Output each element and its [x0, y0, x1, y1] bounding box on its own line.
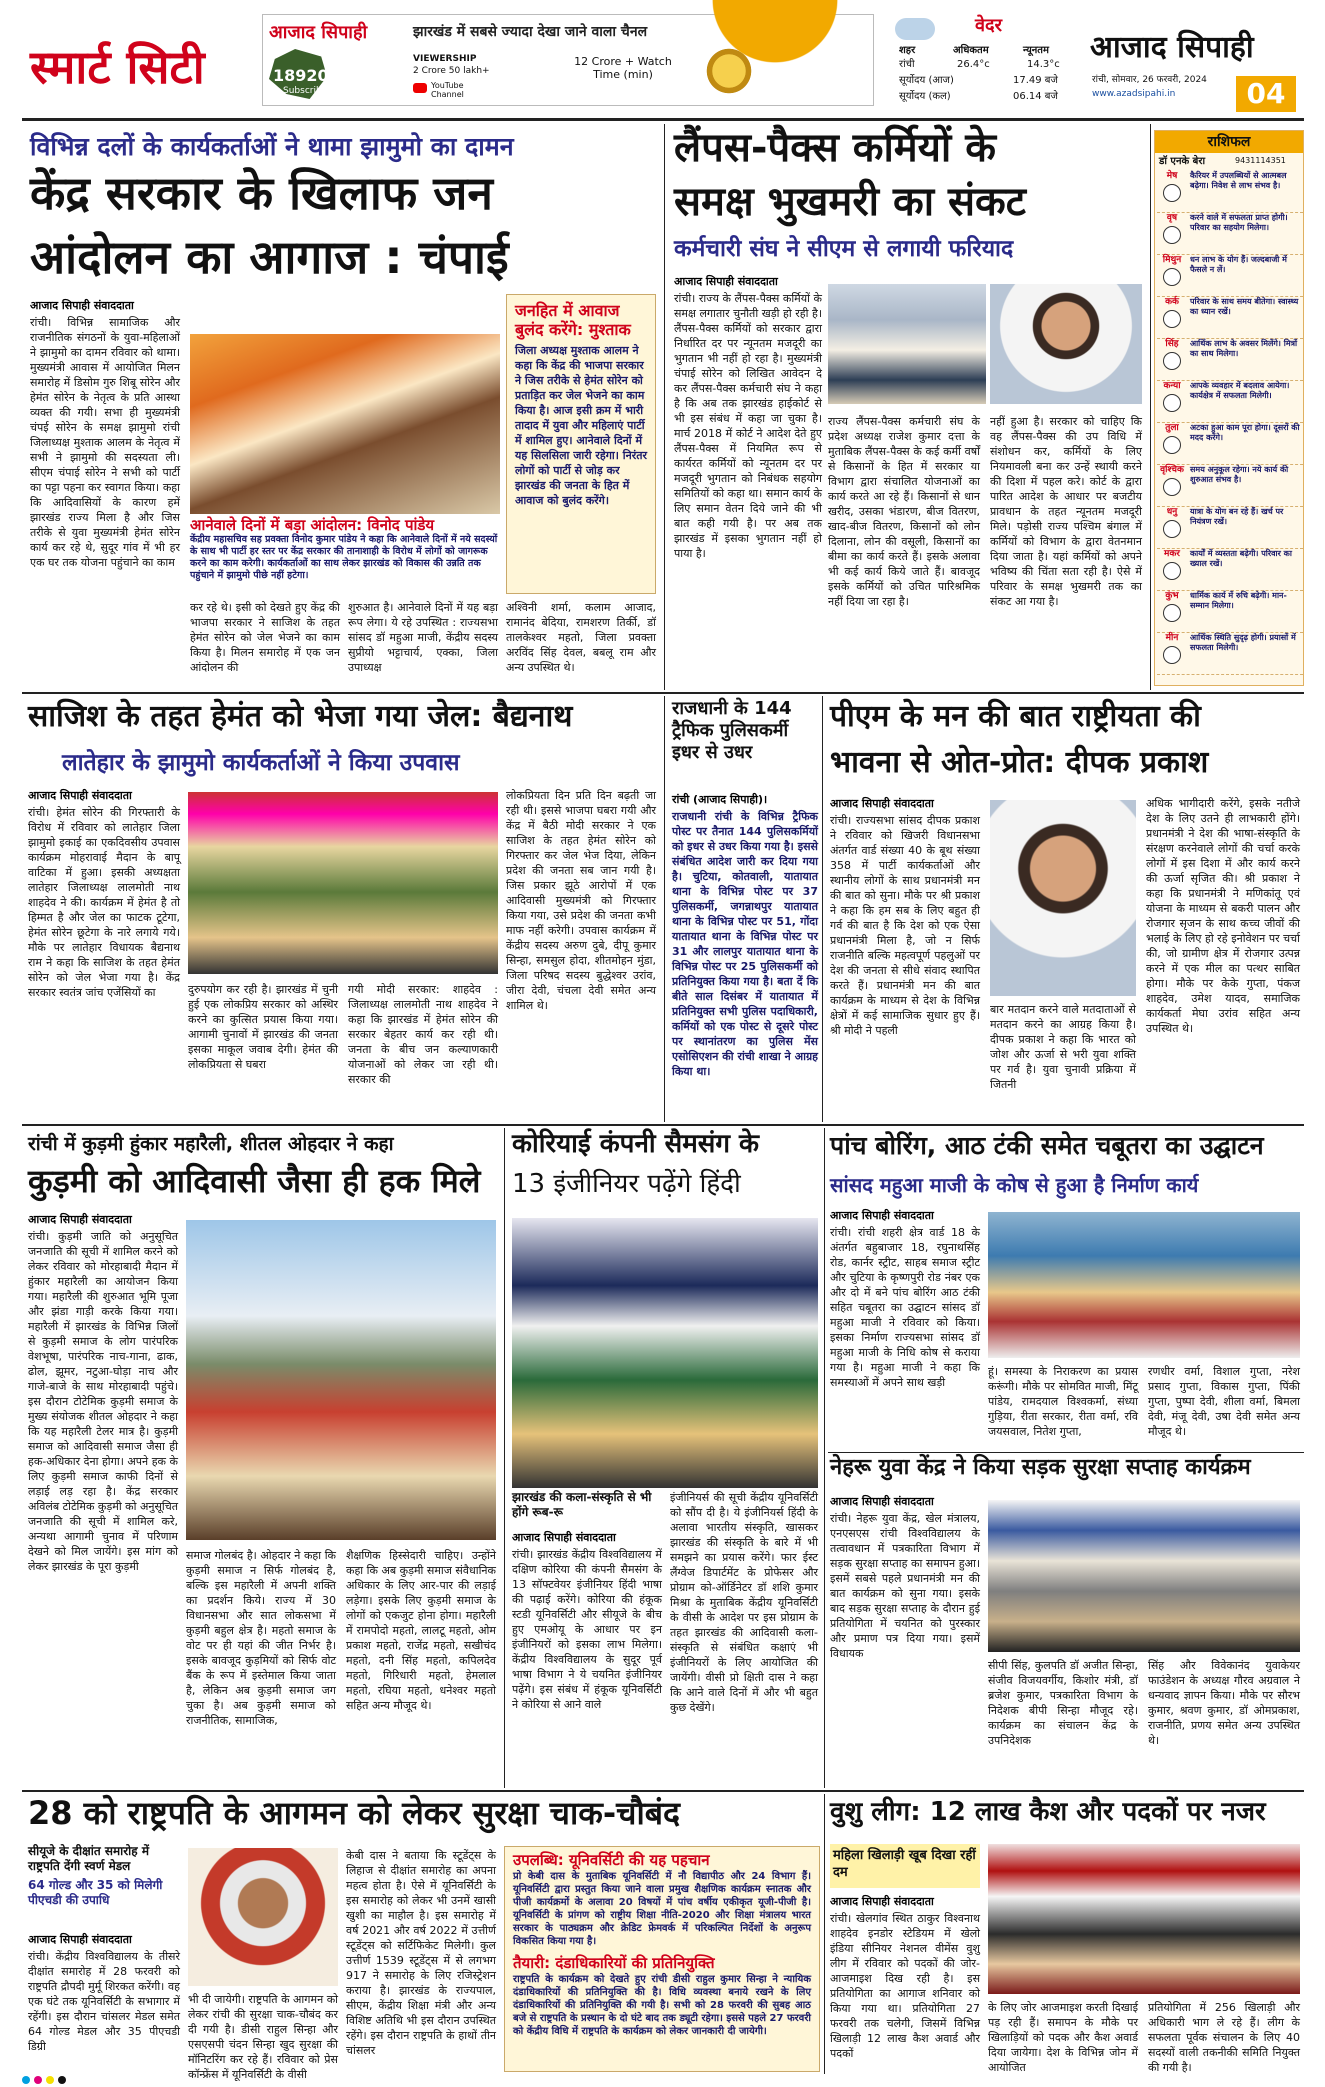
vertical-divider-rashifal: [1150, 124, 1151, 690]
story-column-3: प्रतियोगिता में 256 खिलाड़ी और अधिकारी भाग ले रहे हैं। लीग के सफलता पूर्वक संचालन के लिए 40 सदस्यों वाली तकनीकी समिति नियुक्त की गयी है।: [1148, 2001, 1300, 2074]
story-headline-line1: पीएम के मन की बात राष्ट्रीयता की: [830, 699, 1201, 734]
story-kicker: रांची में कुड़मी हुंकार महारैली, शीतल ओहदार ने कहा: [28, 1133, 394, 1155]
photo-caption-box: [190, 516, 500, 594]
story-headline: 28 को राष्ट्रपति के आगमन को लेकर सुरक्षा चाक-चौबंद: [28, 1794, 680, 1832]
story-headline: नेहरू युवा केंद्र ने किया सड़क सुरक्षा सप्ताह कार्यक्रम: [830, 1455, 1251, 1480]
rashifal-item: [1157, 549, 1303, 591]
story-photo: [988, 1500, 1300, 1652]
weather-city: रांची: [899, 59, 915, 70]
rashifal-item: [1157, 213, 1303, 255]
story-text: रांची। हेमंत सोरेन की गिरफ्तारी के विरोध में रविवार को लातेहार जिला झामुमो इकाई का एकदिवसीय उपवास कार्यक्रम मोहरावाई मैदान के बापू वाटिका में हुआ। इसकी अध्यक्षता लातेहार जिलाध्यक्ष लालमोती नाथ शाहदेव ने की। कार्यक्रम में हेमंत है तो हिम्मत है और जेल का फाटक टूटेगा, हेमंत सोरेन छूटेगा के नारे लगाये गये। मौके पर लातेहार विधायक बैद्यनाथ राम ने कहा कि साजिश के तहत हेमंत सोरेन को जेल भेजा गया है। केंद्र सरकार स्वतंत्र जांच एजेंसियों का: [28, 806, 180, 999]
photo-caption-title: आनेवाले दिनों में बड़ा आंदोलन: विनोद पांडेय: [190, 516, 435, 534]
zodiac-sign-icon: [1163, 310, 1181, 328]
website: www.azadsipahi.in: [1092, 89, 1176, 99]
story-column-1: [830, 796, 980, 1120]
rashifal-sign-text: धन लाभ के योग हैं। जल्दबाजी में फैसले न लें।: [1190, 255, 1287, 274]
dateline: रांची, सोमवार, 26 फरवरी, 2024: [1092, 75, 1207, 85]
story-subhead: सांसद महुआ माजी के कोष से हुआ है निर्माण कार्य: [830, 1173, 1199, 1197]
row-divider-4: [22, 1790, 1304, 1792]
story-traffic: [668, 696, 820, 1122]
rashifal-sign-text: यात्रा के योग बन रहे हैं। खर्च पर नियंत्रण रखें।: [1190, 507, 1284, 526]
story-photo: [512, 1218, 818, 1488]
photo-caption: झारखंड की कला-संस्कृति से भी होंगे रूब-रू: [512, 1490, 652, 1519]
story-byline: आजाद सिपाही संवाददाता: [512, 1531, 616, 1544]
story-column-1: [674, 274, 822, 688]
story-text: रांची। रांची शहरी क्षेत्र वार्ड 18 के अंतर्गत बहुबाजार 18, रघुनाथसिंह रोड, कार्नर स्ट्रीट, साहब समाज स्ट्रीट और चुटिया के कृष्णपुरी रोड नंबर एक और दो में बने पांच बोरिंग आठ टंकी सहित चबूतरा का उद्घाटन सांसद डॉ महुआ माजी ने रविवार को किया। इसका निर्माण राज्यसभा सांसद डॉ महुआ माजी के निधि कोष से कराया गया है। महुआ माजी ने कहा कि समस्याओं में अपने साथ खड़ी: [830, 1226, 980, 1389]
youtube-icon: [413, 83, 427, 93]
sidebar-box: [506, 294, 656, 594]
sidebar-text: जिला अध्यक्ष मुश्ताक आलम ने कहा कि केंद्र की भाजपा सरकार ने जिस तरीके से हेमंत सोरेन को प्रताड़ित कर जेल भेजने का काम किया है। आज इसी क्रम में भारी तादाद में युवा और महिलाएं पार्टी में शामिल हुए। आनेवाले दिनों में यह सिलसिला जारी रहेगा। निरंतर लोगों को पार्टी से जोड़ कर झारखंड की जनता के हित में आवाज को बुलंद करेंगे।: [515, 344, 648, 507]
story-column-1: [830, 1894, 980, 2072]
rashifal-list: [1157, 171, 1303, 675]
story-column-3: रणधीर वर्मा, विशाल गुप्ता, नरेश प्रसाद गुप्ता, विकास गुप्ता, पिंकी गुप्ता, पुष्पा देवी, शीला वर्मा, बिमला देवी, मंजू देवी, उषा देवी समेत अन्य मौजूद थे।: [1148, 1365, 1300, 1438]
rashifal-sign-name: मिथुन: [1162, 255, 1182, 265]
story-column-3: शैक्षणिक हिस्सेदारी चाहिए। उन्होंने कहा कि अब कुड़मी समाज संवैधानिक अधिकार के लिए आर-पार की लड़ाई लड़ेगा। इसके लिए कुड़मी समाज के लोगों को एकजुट होना होगा। महारैली में रामपोदो महतो, लालटू महतो, ओम प्रकाश महतो, राजेंद्र महतो, सखीचंद महतो, दनी सिंह महतो, कपिलदेव महतो, गिरिधारी महतो, हेमलाल महतो, रघिया महतो, धनेश्वर महतो सहित अन्य मौजूद थे।: [346, 1549, 496, 1712]
story-text: रांची। केंद्रीय विश्वविद्यालय के तीसरे दीक्षांत समारोह में 28 फरवरी को राष्ट्रपति द्रौपदी मुर्मू शिरकत करेंगी। वह एक घंटे तक यूनिवर्सिटी के सभागार में रहेंगी। इस दौरान चांसलर मेडल समेत 64 गोल्ड मेडल और 35 पीएचडी डिग्री: [28, 1950, 180, 2053]
story-column-3: शुरुआत है। आनेवाले दिनों में यह बड़ा रूप लेगा। ये रहे उपस्थित : राज्यसभा सांसद डॉ महुआ माजी, केंद्रीय सदस्य सुप्रीयो भट्टाचार्य, एक्का, जिला उपाध्यक्ष: [348, 601, 498, 674]
promo-brand: आजाद सिपाही: [269, 22, 368, 43]
preparation-title: तैयारी: दंडाधिकारियों की प्रतिनियुक्ति: [513, 1954, 715, 1972]
rashifal-sign-text: करने वाले में सफलता प्राप्त होगी। परिवार का सहयोग मिलेगा।: [1190, 213, 1288, 232]
vertical-divider-mid2: [822, 696, 823, 1122]
weather-col-min: न्यूनतम: [1023, 45, 1049, 56]
story-boring: [828, 1128, 1304, 1450]
story-column-1: [30, 298, 180, 688]
rashifal-sign-name: वृष: [1166, 213, 1178, 223]
story-wushu: [828, 1794, 1304, 2074]
rashifal-item: [1157, 423, 1303, 465]
rashifal-phone: 9431114351: [1235, 156, 1286, 165]
story-headline: राजधानी के 144 ट्रैफिक पुलिसकर्मी इधर से उधर: [672, 698, 792, 763]
zodiac-sign-icon: [1163, 436, 1181, 454]
rashifal-sign-text: आर्थिक लाभ के अवसर मिलेंगे। मित्रों का साथ मिलेगा।: [1190, 339, 1298, 358]
sunrise-time: 17.49 बजे: [1013, 75, 1058, 86]
rashifal-sign-name: वृश्चिक: [1160, 465, 1184, 475]
zodiac-sign-icon: [1163, 478, 1181, 496]
story-headline-line2: आंदोलन का आगाज : चंपाई: [30, 230, 509, 284]
story-column-3: गयी मोदी सरकार: शाहदेव : जिलाध्यक्ष लालमोती नाथ शाहदेव ने कहा कि झारखंड में हेमंत सोरेन की सरकार बेहतर कार्य कर रही थी। जनता के बीच जन कल्याणकारी योजनाओं को लेकर जा रही थी। सरकार की: [348, 983, 498, 1086]
story-byline: आजाद सिपाही संवाददाता: [830, 1495, 934, 1508]
story-headline: कुड़मी को आदिवासी जैसा ही हक मिले: [28, 1162, 481, 1200]
story-subhead: लातेहार के झामुमो कार्यकर्ताओं ने किया उपवास: [62, 750, 460, 776]
achievement-box: [504, 1846, 820, 2072]
vertical-divider-top: [664, 124, 665, 690]
story-photo: [186, 1220, 496, 1540]
rashifal-sign-name: कन्या: [1163, 381, 1181, 391]
page-number: 04: [1236, 76, 1296, 112]
story-column-1: [28, 1932, 180, 2072]
zodiac-sign-icon: [1163, 394, 1181, 412]
section-title: स्मार्ट सिटी: [30, 40, 205, 94]
story-column-1: [830, 1208, 980, 1448]
rashifal-item: [1157, 633, 1303, 675]
rashifal-sign-name: मेष: [1166, 171, 1178, 181]
viewership-value: 2 Crore 50 lakh+: [413, 66, 490, 76]
rashifal-sign-name: धनु: [1166, 507, 1178, 517]
rashifal-sign-text: कैरियर में उपलब्धियों से आत्मबल बढ़ेगा। निवेश से लाभ संभव है।: [1190, 171, 1287, 190]
subscribers-count: 189200: [273, 66, 340, 85]
story-column-2: सीपी सिंह, कुलपति डॉ अजीत सिन्हा, संजीव विजयवर्गीय, किशोर मंत्री, डॉ ब्रजेश कुमार, पत्रकारिता विभाग के निदेशक बीपी सिन्हा मौजूद रहे। कार्यक्रम का संचालन केंद्र के उपनिदेशक: [988, 1659, 1138, 1747]
story-column-3: केबी दास ने बताया कि स्टूडेंट्स के लिहाज से दीक्षांत समारोह का अपना महत्व होता है। ऐसे में यूनिवर्सिटी के इस समारोह को लेकर भी उनमें खासी खुशी का माहौल है। इस समारोह में वर्ष 2021 और वर्ष 2022 में उत्तीर्ण स्टूडेंट्स को सर्टिफिकेट मिलेगी। कुल उत्तीर्ण 1539 स्टूडेंट्स में से लगभग 917 ने समारोह के लिए रजिस्ट्रेशन कराया है। झारखंड के राज्यपाल, सीएम, केंद्रीय शिक्षा मंत्री और अन्य विशिष्ट अतिथि भी इस दौरान उपस्थित रहेंगे। इस दौरान राष्ट्रपति के हाथों तीन चांसलर: [346, 1849, 496, 2057]
achievement-text: प्रो केबी दास के मुताबिक यूनिवर्सिटी में नौ विद्यापीठ और 24 विभाग हैं। यूनिवर्सिटी द्वारा प्रस्तुत किया जाने वाला प्रमुख शैक्षणिक कार्यक्रम स्नातक और पीजी कार्यक्रमों के अलावा 20 विषयों में पांच वर्षीय एकीकृत यूजी-पीजी है। यूनिवर्सिटी के प्रांगण को राष्ट्रीय शिक्षा नीति-2020 और शिक्षा मंत्रालय भारत सरकार के पाठ्यक्रम और क्रेडिट फ्रेमवर्क में परिकल्पित निर्देशों के अनुरूप विकसित किया गया है।: [513, 1871, 811, 1947]
story-text: रांची। नेहरू युवा केंद्र, खेल मंत्रालय, एनएसएस रांची विश्वविद्यालय के तत्वावधान में पत्रकारिता विभाग में सड़क सुरक्षा सप्ताह का समापन हुआ। इसमें सबसे पहले प्रधानमंत्री मन की बात कार्यक्रम को सुना गया। इसके बाद सड़क सुरक्षा सप्ताह के दौरान हुई प्रतियोगिता में चयनित को पुरस्कार और प्रमाण पत्र दिया गया। इसमें विधायक: [830, 1512, 980, 1660]
rashifal-sign-text: धार्मिक कार्य में रुचि बढ़ेगी। मान-सम्मान मिलेगा।: [1190, 591, 1287, 610]
vertical-divider-bottom3: [824, 1794, 825, 2074]
zodiac-sign-icon: [1163, 226, 1181, 244]
story-byline: आजाद सिपाही संवाददाता: [28, 1933, 132, 1946]
masthead: आजाद सिपाही: [1090, 30, 1254, 65]
story-body: [672, 792, 818, 1120]
row-divider-2: [22, 1124, 1304, 1126]
story-column-2: हूं। समस्या के निराकरण का प्रयास करूंगी। मौके पर सोमवित माजी, मिंटू पांडेय, रामदयाल विश्वकर्मा, संध्या गुड़िया, रीता सरकार, रीता वर्मा, रवि जयसवाल, नितेश गुप्ता,: [988, 1365, 1138, 1438]
zodiac-sign-icon: [1163, 352, 1181, 370]
viewership-label: VIEWERSHIP: [413, 54, 477, 64]
story-samsung: [508, 1128, 822, 1788]
story-headline-line1: केंद्र सरकार के खिलाफ जन: [30, 166, 493, 220]
story-headline: वुशु लीग: 12 लाख कैश और पदकों पर नजर: [830, 1797, 1266, 1827]
story-column-2: इंजीनियर्स की सूची केंद्रीय यूनिवर्सिटी को सौंप दी है। ये इंजीनियर्स हिंदी के अलावा भारतीय संस्कृति, खासकर झारखंड की संस्कृति के बारे में भी समझने का प्रयास करेंगे। फार ईस्ट लैंग्वेज डिपार्टमेंट के प्रोफेसर और प्रोग्राम को-ऑर्डिनेटर डॉ शशि कुमार मिश्रा के मुताबिक केंद्रीय यूनिवर्सिटी के वीसी के आदेश पर इस प्रोग्राम के तहत झारखंड की आदिवासी कला-संस्कृति से संबंधित कक्षाएं भी इंजीनियरों के लिए आयोजित की जायेंगी। वीसी प्रो क्षिती दास ने कहा कि आने वाले दिनों में और भी बहुत कुछ देखेंगे।: [670, 1491, 818, 1714]
story-photo: [188, 1848, 338, 1986]
rashifal-sign-name: कुंभ: [1165, 591, 1179, 601]
story-text: रांची। कुड़मी जाति को अनुसूचित जनजाति की सूची में शामिल करने को लेकर रविवार को मोरहाबादी मैदान में हुंकार महारैली का आयोजन किया गया। महारैली की शुरुआत भूमि पूजा और झंडा गाड़ी करके किया गया। महारैली में झारखंड के विभिन्न जिलों से कुड़मी समाज के लोग पारंपरिक वेशभूषा, पारंपरिक नाच-गाना, ढाक, ढोल, झूमर, नटुआ-घोड़ा नाच और गाजे-बाजे के साथ मोरहाबादी पहुंचे। इस दौरान टोटेमिक कुड़मी समाज के मुख्य संयोजक शीतल ओहदार ने कहा कि यह महारैली टेलर मात्र है। कुड़मी समाज को आदिवासी समाज जैसा ही हक-अधिकार देना होगा। अपने हक के लिए कुड़मी समाज काफी दिनों से लड़ाई लड़ रहा है। केंद्र सरकार अविलंब टोटेमिक कुड़मी को अनुसूचित जनजाति की सूची में शामिल करे, अन्यथा आगामी चुनाव में परिणाम देखने को मिल जायेंगे। इस मांग को लेकर झारखंड के पूरा कुड़मी: [28, 1230, 179, 1573]
zodiac-sign-icon: [1163, 562, 1181, 580]
story-headline: साजिश के तहत हेमंत को भेजा गया जेल: बैद्यनाथ: [28, 699, 573, 734]
story-lamps: [668, 124, 1146, 690]
story-photo-2: [990, 284, 1142, 404]
sunset-label: सूर्योदय (कल): [899, 91, 951, 102]
zodiac-sign-icon: [1163, 604, 1181, 622]
story-byline: आजाद सिपाही संवाददाता: [830, 797, 934, 810]
preparation-text: राष्ट्रपति के कार्यक्रम को देखते हुए रांची डीसी राहुल कुमार सिन्हा ने न्यायिक दंडाधिकारियों की प्रतिनियुक्ति की है। विधि व्यवस्था बनाये रखने के लिए दंडाधिकारियों की प्रतिनियुक्ति की गयी है। सभी को 28 फरवरी की सुबह आठ बजे से राष्ट्रपति के प्रस्थान के दो घंटे बाद तक ड्यूटी रहेगा। इससे पहले 27 फरवरी को केंद्रीय विधि में राष्ट्रपति के कार्यक्रम को लेकर जानकारी दी जायेगी।: [513, 1974, 811, 2037]
story-president: [22, 1794, 822, 2081]
rashifal-sign-text: समय अनुकूल रहेगा। नये कार्य की शुरुआत संभव है।: [1190, 465, 1289, 484]
story-column-2: बार मतदान करने वाले मतदाताओं से मतदान करने का आग्रह किया है। दीपक प्रकाश ने कहा कि भारत को जोश और ऊर्जा से भरी युवा शक्ति पर गर्व है। युवा चुनावी प्रक्रिया में जितनी: [990, 1003, 1136, 1091]
rashifal-item: [1157, 297, 1303, 339]
story-column-1: [28, 788, 180, 1120]
story-column-1: [512, 1530, 662, 1786]
story-text: रांची। खेलगांव स्थित ठाकुर विश्वनाथ शाहदेव इनडोर स्टेडियम में खेलो इंडिया सीनियर नेशनल वीमेंस वुशु लीग में रविवार को पदकों की जोर-आजमाइश दिख रही है। इस प्रतियोगिता का आगाज शनिवार को किया गया था। प्रतियोगिता 27 फरवरी तक चलेगी, जिसमें विभिन्न खिलाड़ी 12 लाख कैश अवार्ड और पदकों: [830, 1912, 980, 2060]
header: [0, 0, 1325, 118]
photo-caption-text: केंद्रीय महासचिव सह प्रवक्ता विनोद कुमार पांडेय ने कहा कि आनेवाले दिनों में नये सदस्यों के साथ भी पार्टी हर स्तर पर केंद्र सरकार की तानाशाही के विरोध में लोगों को जागरूक करने का काम करेगी। कार्यकर्ताओं का साथ लेकर झारखंड को विकास की उन्नति तक पहुंचाने में झामुमो पीछे नहीं हटेगा।: [190, 534, 498, 581]
story-champai: [22, 124, 660, 690]
rashifal-sign-name: कर्क: [1165, 297, 1179, 307]
story-photo: [990, 800, 1136, 996]
rashifal-sign-text: परिवार के साथ समय बीतेगा। स्वास्थ्य का ध्यान रखें।: [1190, 297, 1299, 316]
story-column-2: कर रहे थे। इसी को देखते हुए केंद्र की भाजपा सरकार ने साजिश के तहत हेमंत सोरेन को जेल भेजने का काम किया है। मिलन समारोह में एक जन आंदोलन की: [190, 601, 340, 674]
promo-tagline: झारखंड में सबसे ज्यादा देखा जाने वाला चैनल: [413, 24, 648, 40]
story-byline: आजाद सिपाही संवाददाता: [830, 1209, 934, 1222]
zodiac-sign-icon: [1163, 184, 1181, 202]
watch-time: 12 Crore + Watch Time (min): [574, 55, 672, 81]
story-kicker: विभिन्न दलों के कार्यकर्ताओं ने थामा झामुमो का दामन: [30, 132, 514, 161]
sunset-time: 06.14 बजे: [1013, 91, 1058, 102]
story-column-2: भी दी जायेगी। राष्ट्रपति के आगमन को लेकर रांची की सुरक्षा चाक-चौबंद कर दी गयी है। डीसी राहुल सिन्हा और एसएसपी चंदन सिन्हा खुद सुरक्षा की मॉनिटरिंग कर रहे हैं। रविवार को प्रेस कॉन्फ्रेंस में यूनिवर्सिटी के वीसी: [188, 1993, 338, 2081]
story-text: रांची। विभिन्न सामाजिक और राजनीतिक संगठनों के युवा-महिलाओं ने झामुमो का दामन रविवार को थामा। मुख्यमंत्री आवास में आयोजित मिलन समारोह में डिसोम गुरु शिबू सोरेन और हेमंत सोरेन के नेतृत्व के प्रति आस्था व्यक्त की गयी। सभा ही मुख्यमंत्री चंपई सोरेन के समक्ष झामुमो रांची जिलाध्यक्ष मुश्ताक आलम के नेतृत्व में सभी ने झामुमो की सदस्यता ली। सीएम चंपाई सोरेन ने सभी को पार्टी का पट्टा पहना कर स्वागत किया। कहा कि आदिवासियों के कारण हमें झारखंड राज्य मिला है और जिस तरीके से युवा मुख्यमंत्री हेमंत सोरेन कार्य कर रहे थे, सुदूर गांव में भी हर एक घर तक योजना पहुंचाने का काम: [30, 316, 180, 569]
story-byline: आजाद सिपाही संवाददाता: [30, 299, 134, 312]
story-text: रांची। राज्य के लैंपस-पैक्स कर्मियों के समक्ष लगातार चुनौती खड़ी हो रही है। लैंपस-पैक्स कर्मियों को सरकार द्वारा निर्धारित दर पर न्यूनतम मजदूरी का भुगतान भी नहीं हो रहा है। मुख्यमंत्री चंपाई सोरेन को लिखित आवेदन दे कर लैंपस-पैक्स कर्मचारी संघ ने कहा है कि अब तक झारखंड हाईकोर्ट से भी इस संबंध में कहा जा चुका है। मार्च 2018 में कोर्ट ने आदेश देते हुए लैंपस-पैक्स में नियमित रूप से कार्यरत कर्मियों को न्यूनतम दर पर मजदूरी भुगतान को निबंधक सहयोग समितियों को कहा था। समान कार्य के लिए समान वेतन दिये जाने की भी बात कही गयी है। पर अब तक झारखंड में इसका भुगतान नहीं हो पाया है।: [674, 292, 822, 560]
story-text: राजधानी रांची के विभिन्न ट्रैफिक पोस्ट पर तैनात 144 पुलिसकर्मियों को इधर से उधर किया गया है। इससे संबंधित आदेश जारी कर दिया गया है। चुटिया, कोतवाली, यातायात थाना के विभिन्न पोस्ट पर 37 पुलिसकर्मी, जगन्नाथपुर यातायात थाना के विभिन्न पोस्ट पर 51, गोंदा यातायात थाना के विभिन्न पोस्ट पर 31 और लालपुर यातायात थाना के विभिन्न पोस्ट पर 25 पुलिसकर्मी को प्रतिनियुक्त किया गया है। बता दें कि बीते साल दिसंबर में यातायात में प्रतिनियुक्त सभी पुलिस पदाधिकारी, कर्मियों को एक पोस्ट से दूसरे पोस्ट पर स्थानांतरण का पुलिस मेंस एसोसिएशन की रांची शाखा ने आग्रह किया था।: [672, 810, 818, 1078]
story-text: रांची। राज्यसभा सांसद दीपक प्रकाश ने रविवार को खिजरी विधानसभा अंतर्गत वार्ड संख्या 40 के बूथ संख्या 358 में पार्टी कार्यकर्ताओं और स्थानीय लोगों के साथ प्रधानमंत्री मन की बात को सुना। मौके पर श्री प्रकाश ने कहा कि हम सब के लिए बहुत ही गर्व की बात है कि देश को एक ऐसा प्रधानमंत्री मिला है, जो न सिर्फ राजनीति बल्कि महत्वपूर्ण पहलुओं पर देश की जनता से सीधे संवाद स्थापित करते हैं। प्रधानमंत्री मन की बात कार्यक्रम के माध्यम से देश के विभिन्न क्षेत्रों में कई सामाजिक सुधार हुए हैं। श्री मोदी ने पहली: [830, 814, 980, 1037]
story-headline-line2: 13 इंजीनियर पढ़ेंगे हिंदी: [512, 1169, 741, 1199]
story-headline-line2: समक्ष भुखमरी का संकट: [674, 179, 1026, 225]
story-headline-line1: कोरियाई कंपनी सैमसंग के: [512, 1129, 760, 1159]
story-nehru: [828, 1454, 1304, 1788]
subscribers-label: Subscribers: [283, 86, 336, 96]
story-headline-line2: भावना से ओत-प्रोत: दीपक प्रकाश: [830, 745, 1209, 780]
sidebar-title: जनहित में आवाज बुलंद करेंगे: मुश्ताक: [515, 301, 631, 339]
weather-col-max: अधिकतम: [953, 45, 989, 56]
weather-max: 26.4°c: [957, 59, 990, 70]
zodiac-sign-icon: [1163, 268, 1181, 286]
rashifal-sign-name: मकर: [1164, 549, 1180, 559]
zodiac-sign-icon: [1163, 646, 1181, 664]
story-photo: [188, 792, 498, 974]
story-byline: आजाद सिपाही संवाददाता: [28, 1213, 132, 1226]
story-kicker: महिला खिलाड़ी खूब दिखा रहीं दम: [830, 1844, 980, 1888]
story-byline: रांची (आजाद सिपाही)।: [672, 793, 768, 806]
cloud-icon: [895, 18, 935, 40]
story-baidyanath: [22, 696, 660, 1122]
rashifal-title: राशिफल: [1155, 131, 1303, 153]
weather-min: 14.3°c: [1027, 59, 1060, 70]
rashifal-sign-name: तुला: [1165, 423, 1179, 433]
story-column-2: समाज गोलबंद है। ओहदार ने कहा कि कुड़मी समाज न सिर्फ गोलबंद है, बल्कि इस महारैली में अपनी शक्ति का प्रदर्शन किये। राज्य में 30 विधानसभा और सात लोकसभा में कुड़मी बहुल क्षेत्र है। महतो समाज के वोट पर ही यहां की जीत निर्भर है। इसके बावजूद कुड़मियों को सिर्फ वोट बैंक के रूप में इस्तेमाल किया जाता है, लेकिन अब कुड़मी समाज जग चुका है। अब कुड़मी समाज को राजनीतिक, सामाजिक,: [186, 1549, 336, 1727]
rashifal-item: [1157, 507, 1303, 549]
story-byline: आजाद सिपाही संवाददाता: [674, 275, 778, 288]
story-photo: [988, 1212, 1300, 1358]
achievement-title: उपलब्धि: यूनिवर्सिटी की यह पहचान: [513, 1851, 710, 1869]
rashifal-author: डॉ एनके बेरा: [1159, 156, 1206, 167]
highlight-title: सीयूजे के दीक्षांत समारोह में राष्ट्रपति देंगी स्वर्ण मेडल: [28, 1844, 150, 1873]
weather-col-city: शहर: [899, 45, 916, 56]
rashifal-sign-name: मीन: [1165, 633, 1179, 643]
rashifal-item: [1157, 381, 1303, 423]
vertical-divider-bottom2: [824, 1128, 825, 1788]
zodiac-sign-icon: [1163, 520, 1181, 538]
story-column-4: अश्विनी शर्मा, कलाम आजाद, रामानंद बेदिया, रामशरण तिर्की, डॉ तालकेश्वर महतो, जिला प्रवक्ता अरविंद सिंह देवल, बबलू राम और अन्य उपस्थित थे।: [506, 601, 656, 674]
story-kudmi: [22, 1128, 500, 1788]
story-text: रांची। झारखंड केंद्रीय विश्वविद्यालय में दक्षिण कोरिया की कंपनी सैमसंग के 13 सॉफ्टवेयर इंजीनियर हिंदी भाषा की पढ़ाई करेंगे। कोरिया की हंकूक स्टडी यूनिवर्सिटी और सीयूजे के बीच हुए एमओयू के आधार पर इन इंजीनियरों को इसका लाभ मिलेगा। केंद्रीय विश्वविद्यालय के सुदूर पूर्व भाषा विभाग ने ये चयनित इंजीनियर पढ़ेंगे। इस संबंध में हंकूक यूनिवर्सिटी ने कोरिया से आने वाले: [512, 1548, 662, 1711]
story-headline-line1: लैंपस-पैक्स कर्मियों के: [674, 125, 996, 171]
story-column-3: सिंह और विवेकानंद युवाकेयर फाउंडेशन के अध्यक्ष गौरव अग्रवाल ने धन्यवाद ज्ञापन किया। मौके पर सौरभ कुमार, श्रवण कुमार, डॉ ओमप्रकाश, राजनीति, प्रणय समेत अन्य उपस्थित थे।: [1148, 1659, 1300, 1747]
color-registration-marks: [22, 2076, 1304, 2084]
story-deepak: [826, 696, 1304, 1122]
story-headline: पांच बोरिंग, आठ टंकी समेत चबूतरा का उद्घाटन: [830, 1131, 1264, 1160]
story-column-2: दुरुपयोग कर रही है। झारखंड में चुनी हुई एक लोकप्रिय सरकार को अस्थिर करने का कुत्सित प्रयास किया गया। आगामी चुनावों में झारखंड की जनता इसका माकूल जवाब देगी। हेमंत की लोकप्रियता से घबरा: [188, 983, 338, 1071]
story-column-1: [830, 1494, 980, 1786]
rashifal-box: [1154, 130, 1304, 686]
story-column-3: अधिक भागीदारी करेंगे, इसके नतीजे देश के लिए उतने ही लाभकारी होंगे। प्रधानमंत्री ने देश की भाषा-संस्कृति के संरक्षण करनेवाले लोगों की चर्चा करके लोगों में इस दिशा में और कार्य करने की ऊर्जा सृजित की। श्री प्रकाश ने कहा कि प्रधानमंत्री ने मणिकांतू एवं योजना के माध्यम से बकरी पालन और रोजगार सृजन के साथ कच्च जीवों की भलाई के लिए हो रहे इनोवेशन पर चर्चा की, जो ग्रामीण क्षेत्र में रोजगार उत्पन्न करने में एक मील का पत्थर साबित होगा। मौके पर केके गुप्ता, पंकज शाहदेव, उमेश यादव, समाजिक कार्यकर्ता मेघा उरांव सहित अन्य उपस्थित थे।: [1146, 797, 1300, 1035]
rashifal-item: [1157, 465, 1303, 507]
highlight-text: 64 गोल्ड और 35 को मिलेगी पीएचडी की उपाधि: [28, 1878, 163, 1907]
rashifal-sign-name: सिंह: [1165, 339, 1179, 349]
header-divider: [22, 118, 1304, 121]
rashifal-sign-text: अटका हुआ काम पूरा होगा। दूसरों की मदद करेंगे।: [1190, 423, 1300, 442]
vertical-divider-mid: [664, 696, 665, 1122]
story-column-1: [28, 1212, 178, 1786]
story-photo: [190, 334, 500, 514]
rashifal-item: [1157, 591, 1303, 633]
row-divider-1: [22, 692, 1304, 694]
story-photo: [988, 1844, 1300, 1994]
story-column-3: नहीं हुआ है। सरकार को चाहिए कि वह लैंपस-पैक्स की उप विधि में संशोधन कर, कर्मियों के लिए नियमावली बना कर उन्हें स्थायी करने की दिशा में पहल करे। कोर्ट के द्वारा पारित आदेश के आधार पर बजटीय प्रावधान के तहत न्यूनतम मजदूरी मिले। पड़ोसी राज्य पश्चिम बंगाल में कर्मियों को विभाग के द्वारा वेतनमान दिया जाता है। यहां कर्मियों को अपने भविष्य की चिंता सता रही है। ऐसे में परिवार के समक्ष भुखमरी तक का संकट आ गया है।: [990, 415, 1142, 608]
rashifal-item: [1157, 171, 1303, 213]
rashifal-sign-text: कार्यों में व्यस्तता बढ़ेगी। परिवार का ख्याल रखें।: [1190, 549, 1292, 568]
rashifal-item: [1157, 255, 1303, 297]
youtube-label: YouTube Channel: [431, 81, 464, 99]
story-column-4: लोकप्रियता दिन प्रति दिन बढ़ती जा रही थी। इससे भाजपा घबरा गयी और केंद्र में बैठी मोदी सरकार ने एक साजिश के तहत हेमंत सोरेन को गिरफ्तार कर जेल भेज दिया, लेकिन प्रदेश की जनता सब जान गयी है। जिस प्रकार झूठे आरोपों में एक आदिवासी मुख्यमंत्री को गिरफ्तार किया गया, उसे प्रदेश की जनता कभी माफ नहीं करेगी। उपवास कार्यक्रम में केंद्रीय सदस्य अरुण दुबे, दीपू कुमार सिन्हा, समसुल होदा, शीतमोहन मुंडा, जिला परिषद सदस्य बुद्धेश्वर उरांव, जीरा देवी, चंचला देवी समेत अन्य शामिल थे।: [506, 789, 656, 1012]
weather-box: [895, 14, 1085, 110]
sunrise-label: सूर्योदय (आज): [899, 75, 954, 86]
highlight-box: [28, 1844, 180, 1924]
pen-emblem-icon: [710, 0, 840, 80]
weather-title: वेदर: [975, 15, 1002, 36]
story-subhead: कर्मचारी संघ ने सीएम से लगायी फरियाद: [674, 236, 1014, 262]
vertical-divider-bottom1: [504, 1128, 505, 1788]
story-column-2: राज्य लैंपस-पैक्स कर्मचारी संघ के प्रदेश अध्यक्ष राजेश कुमार दत्ता के मुताबिक लैंपस-पैक्स के कई कर्मी वर्षों से किसानों के हित में सरकार या विभाग द्वारा संचालित योजनाओं का कार्य करते आ रहे हैं। किसानों से धान खरीद, उसका भंडारण, बीज वितरण, खाद-बीज वितरण, किसानों को लोन दिलाना, लोन की वसूली, किसानों का बीमा का कार्य करते हैं। इसके अलावा भी कई कार्य किये जाते हैं। बावजूद इसके कर्मियों को उचित पारिश्रमिक नहीं दिया जा रहा है।: [828, 415, 980, 608]
story-byline: आजाद सिपाही संवाददाता: [28, 789, 132, 802]
rashifal-sign-text: आर्थिक स्थिति सुदृढ़ होगी। प्रयासों में सफलता मिलेगी।: [1190, 633, 1296, 652]
row-divider-3: [828, 1452, 1304, 1453]
rashifal-item: [1157, 339, 1303, 381]
story-byline: आजाद सिपाही संवाददाता: [830, 1895, 934, 1908]
story-photo-1: [828, 284, 986, 404]
story-column-2: के लिए जोर आजमाइश करती दिखाई पड़ रही हैं। समापन के मौके पर खिलाड़ियों को पदक और कैश अवार्ड दिया जायेगा। देश के विभिन्न जोन में आयोजित: [988, 2001, 1138, 2074]
rashifal-sign-text: आपके व्यवहार में बदलाव आयेगा। कार्यक्षेत्र में सफलता मिलेगी।: [1190, 381, 1290, 400]
